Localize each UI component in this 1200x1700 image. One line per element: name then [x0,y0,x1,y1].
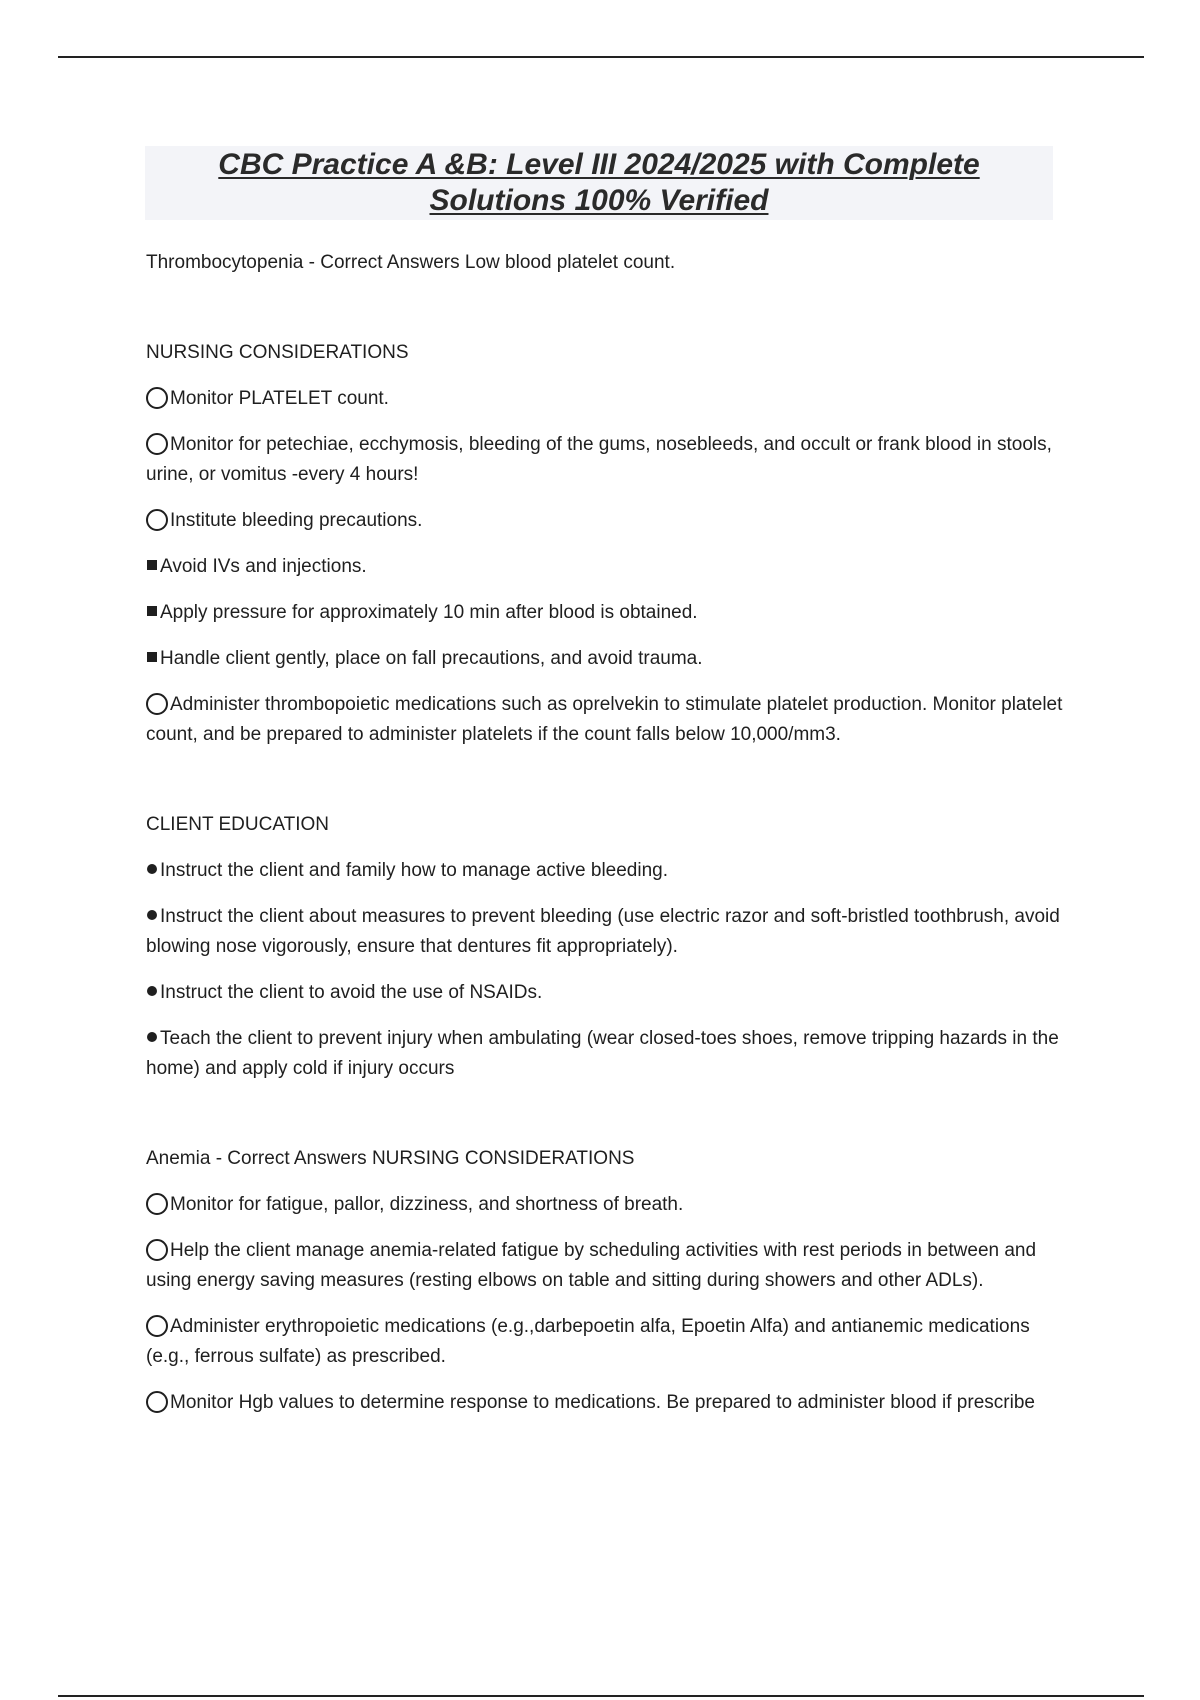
thrombocytopenia-definition: Thrombocytopenia - Correct Answers Low blood platelet count. [146,252,676,273]
spacer [146,1100,1066,1144]
square-bullet-icon [147,652,157,662]
list-item: Monitor PLATELET count. [146,384,1066,414]
list-item: Monitor for petechiae, ecchymosis, bleeding of the gums, nosebleeds, and occult or frank blood in stools, urine, or vomitus -every 4 hours! [146,434,1052,485]
circle-bullet-icon [146,1391,168,1413]
list-item: Handle client gently, place on fall precautions, and avoid trauma. [146,644,1066,674]
list-item: Instruct the client and family how to manage active bleeding. [146,856,1066,886]
circle-bullet-icon [146,387,168,409]
spacer [146,294,1066,338]
footer-rule [58,1695,1144,1697]
list-item: Administer thrombopoietic medications such as oprelvekin to stimulate platelet production. Monitor platelet count, and be prepared to administer platelets if the count falls below 10,000/mm3. [146,694,1063,745]
title-line-1: CBC Practice A &B: Level III 2024/2025 with Complete [218,148,980,181]
header-rule [58,56,1144,58]
document-body [146,248,1066,1434]
client-education-heading: CLIENT EDUCATION [146,814,329,835]
square-bullet-icon [147,560,157,570]
list-item: Apply pressure for approximately 10 min after blood is obtained. [146,598,1066,628]
dot-bullet-icon [147,910,157,920]
list-item: Teach the client to prevent injury when ambulating (wear closed-toes shoes, remove tripping hazards in the home) and apply cold if injury occurs [146,1028,1059,1079]
circle-bullet-icon [146,693,168,715]
circle-bullet-icon [146,509,168,531]
list-item: Monitor Hgb values to determine response to medications. Be prepared to administer blood if prescribe [146,1388,1066,1418]
anemia-heading: Anemia - Correct Answers NURSING CONSIDERATIONS [146,1148,635,1169]
nursing-considerations-heading: NURSING CONSIDERATIONS [146,342,409,363]
dot-bullet-icon [147,1032,157,1042]
list-item: Monitor for fatigue, pallor, dizziness, and shortness of breath. [146,1190,1066,1220]
circle-bullet-icon [146,433,168,455]
title-box [145,146,1053,220]
dot-bullet-icon [147,986,157,996]
circle-bullet-icon [146,1239,168,1261]
list-item: Institute bleeding precautions. [146,506,1066,536]
square-bullet-icon [147,606,157,616]
dot-bullet-icon [147,864,157,874]
list-item: Instruct the client to avoid the use of NSAIDs. [146,978,1066,1008]
circle-bullet-icon [146,1315,168,1337]
list-item: Instruct the client about measures to prevent bleeding (use electric razor and soft-bristled toothbrush, avoid blowing nose vigorously, ensure that dentures fit appropriately). [146,906,1060,957]
list-item: Avoid IVs and injections. [146,552,1066,582]
list-item: Help the client manage anemia-related fatigue by scheduling activities with rest periods in between and using energy saving measures (resting elbows on table and sitting during showers and other ADLs). [146,1240,1037,1291]
document-title [145,146,1053,219]
spacer [146,766,1066,810]
title-line-2: Solutions 100% Verified [429,184,769,217]
list-item: Administer erythropoietic medications (e.g.,darbepoetin alfa, Epoetin Alfa) and antianemic medications (e.g., ferrous sulfate) as prescribed. [146,1316,1030,1367]
circle-bullet-icon [146,1193,168,1215]
